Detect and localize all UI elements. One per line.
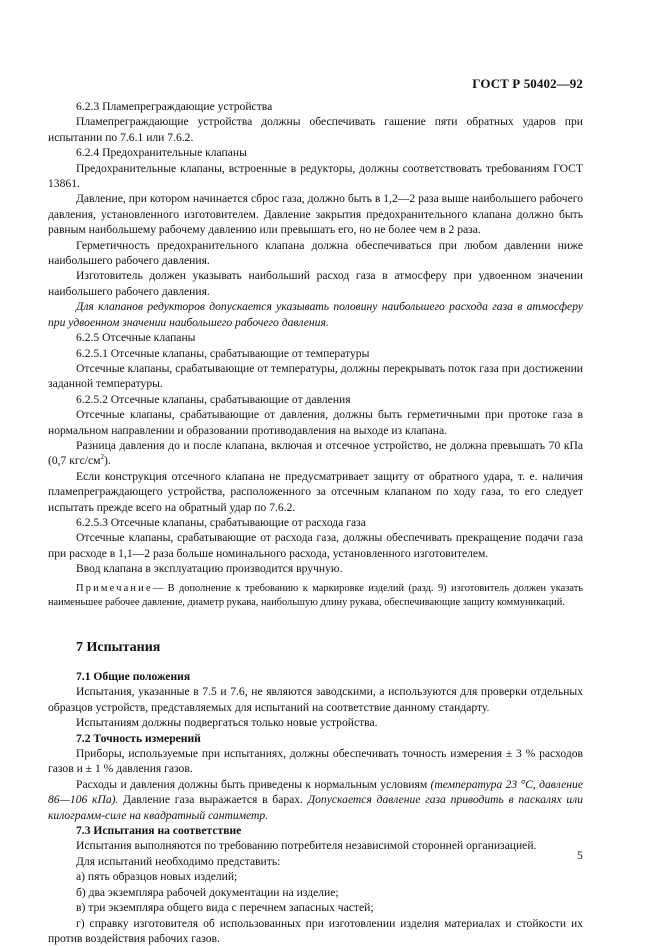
section-7-heading: 7 Испытания [76, 640, 583, 655]
superscript: 2 [101, 453, 105, 461]
section-6-2-5-title: 6.2.5 Отсечные клапаны [48, 330, 583, 345]
section-7-3-para-1: Испытания выполняются по требованию потребителя независимой сторонней организацией. [48, 838, 583, 853]
list-item-b: б) два экземпляра рабочей документации на изделие; [48, 885, 583, 900]
section-6-2-5-3-title: 6.2.5.3 Отсечные клапаны, срабатывающие от расхода газа [48, 515, 583, 530]
text-run: Расходы и давления должны быть приведены к нормальным условиям [76, 778, 431, 791]
section-6-2-4-para-5-italic: Для клапанов редукторов допускается указывать половину наибольшего расхода газа в атмосферу при удвоенном значении наибольшего рабочего давления. [48, 299, 583, 330]
section-7-2-heading: 7.2 Точность измерений [76, 731, 583, 746]
section-6-2-4-para-1: Предохранительные клапаны, встроенные в редукторы, должны соответствовать требованиям ГОСТ 13861. [48, 161, 583, 192]
section-7-1-para-1: Испытания, указанные в 7.5 и 7.6, не являются заводскими, а используются для проверки отдельных образцов устройств, представляемых для испытаний на соответствие данному стандарту. [48, 684, 583, 715]
section-7-1-heading: 7.1 Общие положения [76, 669, 583, 684]
section-7-1-para-2: Испытаниям должны подвергаться только новые устройства. [48, 715, 583, 730]
section-6-2-5-2-para-2 [48, 438, 583, 469]
pressure-text-end: ). [104, 454, 111, 467]
section-7-3-heading: 7.3 Испытания на соответствие [76, 823, 583, 838]
section-6-2-4-para-4: Изготовитель должен указывать наибольший расход газа в атмосферу при удвоенном значении наибольшего рабочего давления. [48, 268, 583, 299]
section-6-2-3-text: Пламепреграждающие устройства должны обеспечивать гашение пяти обратных ударов при испытании по 7.6.1 или 7.6.2. [48, 114, 583, 145]
note-label: Примечание [76, 583, 153, 594]
document-id-header: ГОСТ Р 50402—92 [472, 76, 583, 92]
note-text: — В дополнение к требованию к маркировке изделий (разд. 9) изготовитель должен указать наименьшее рабочее давление, диаметр рукава, наибольшую длину рукава, обеспечивающие защиту коммуникаций. [48, 583, 583, 608]
text-run: Давление газа выражается в барах. [118, 793, 307, 806]
italic-run: (температура 23 °С, давление 86—106 кПа). [48, 778, 583, 806]
section-6-2-4-para-3: Герметичность предохранительного клапана должна обеспечиваться при любом давлении ниже наибольшего рабочего давления. [48, 238, 583, 269]
section-6-2-3-title: 6.2.3 Пламепреграждающие устройства [48, 99, 583, 114]
section-6-2-5-2-para-1: Отсечные клапаны, срабатывающие от давления, должны быть герметичными при протоке газа в нормальном направлении и образовании противодавления на выходе из клапана. [48, 407, 583, 438]
section-6-2-5-3-para-1: Отсечные клапаны, срабатывающие от расхода газа, должны обеспечивать прекращение подачи газа при расходе в 1,1—2 раза больше номинального расхода, установленного изготовителем. [48, 530, 583, 561]
section-7-3-para-2: Для испытаний необходимо представить: [48, 854, 583, 869]
section-6-2-4-para-2: Давление, при котором начинается сброс газа, должно быть в 1,2—2 раза выше наибольшего рабочего давления, установленного изготовителем. Давление закрытия предохранительного клапана должно быть равным наибольшему рабочему давлению или превышать его, но не более чем в 2 раза. [48, 191, 583, 237]
section-6-2-4-title: 6.2.4 Предохранительные клапаны [48, 145, 583, 160]
section-7-2-para-1: Приборы, используемые при испытаниях, должны обеспечивать точность измерения ± 3 % расходов газов и ± 1 % давления газов. [48, 746, 583, 777]
italic-run: Допускается давление газа приводить в паскалях или килограмм-силе на квадратный сантиметр. [48, 793, 583, 821]
section-6-2-5-1-text: Отсечные клапаны, срабатывающие от температуры, должны перекрывать поток газа при достижении заданной температуры. [48, 361, 583, 392]
document-body [48, 99, 583, 946]
list-item-a: а) пять образцов новых изделий; [48, 869, 583, 884]
list-item-c: в) три экземпляра общего вида с перечнем запасных частей; [48, 900, 583, 915]
section-6-2-5-2-para-3: Если конструкция отсечного клапана не предусматривает защиту от обратного удара, т. е. наличия пламепреграждающего устройства, расположенного за отсечным клапаном по ходу газа, то его следует испытать прежде всего на обратный удар по 7.6.2. [48, 469, 583, 515]
section-6-2-5-2-title: 6.2.5.2 Отсечные клапаны, срабатывающие от давления [48, 392, 583, 407]
section-6-2-5-1-title: 6.2.5.1 Отсечные клапаны, срабатывающие от температуры [48, 346, 583, 361]
section-7-2-para-2 [48, 777, 583, 823]
page-number: 5 [577, 850, 583, 862]
section-6-2-5-3-para-2: Ввод клапана в эксплуатацию производится вручную. [48, 561, 583, 576]
note [48, 582, 583, 610]
list-item-d: г) справку изготовителя об использованных при изготовлении изделия материалах и стойкости их против воздействия рабочих газов. [48, 916, 583, 946]
pressure-text: Разница давления до и после клапана, включая и отсечное устройство, не должна превышать 70 кПа (0,7 кгс/см [48, 439, 583, 467]
